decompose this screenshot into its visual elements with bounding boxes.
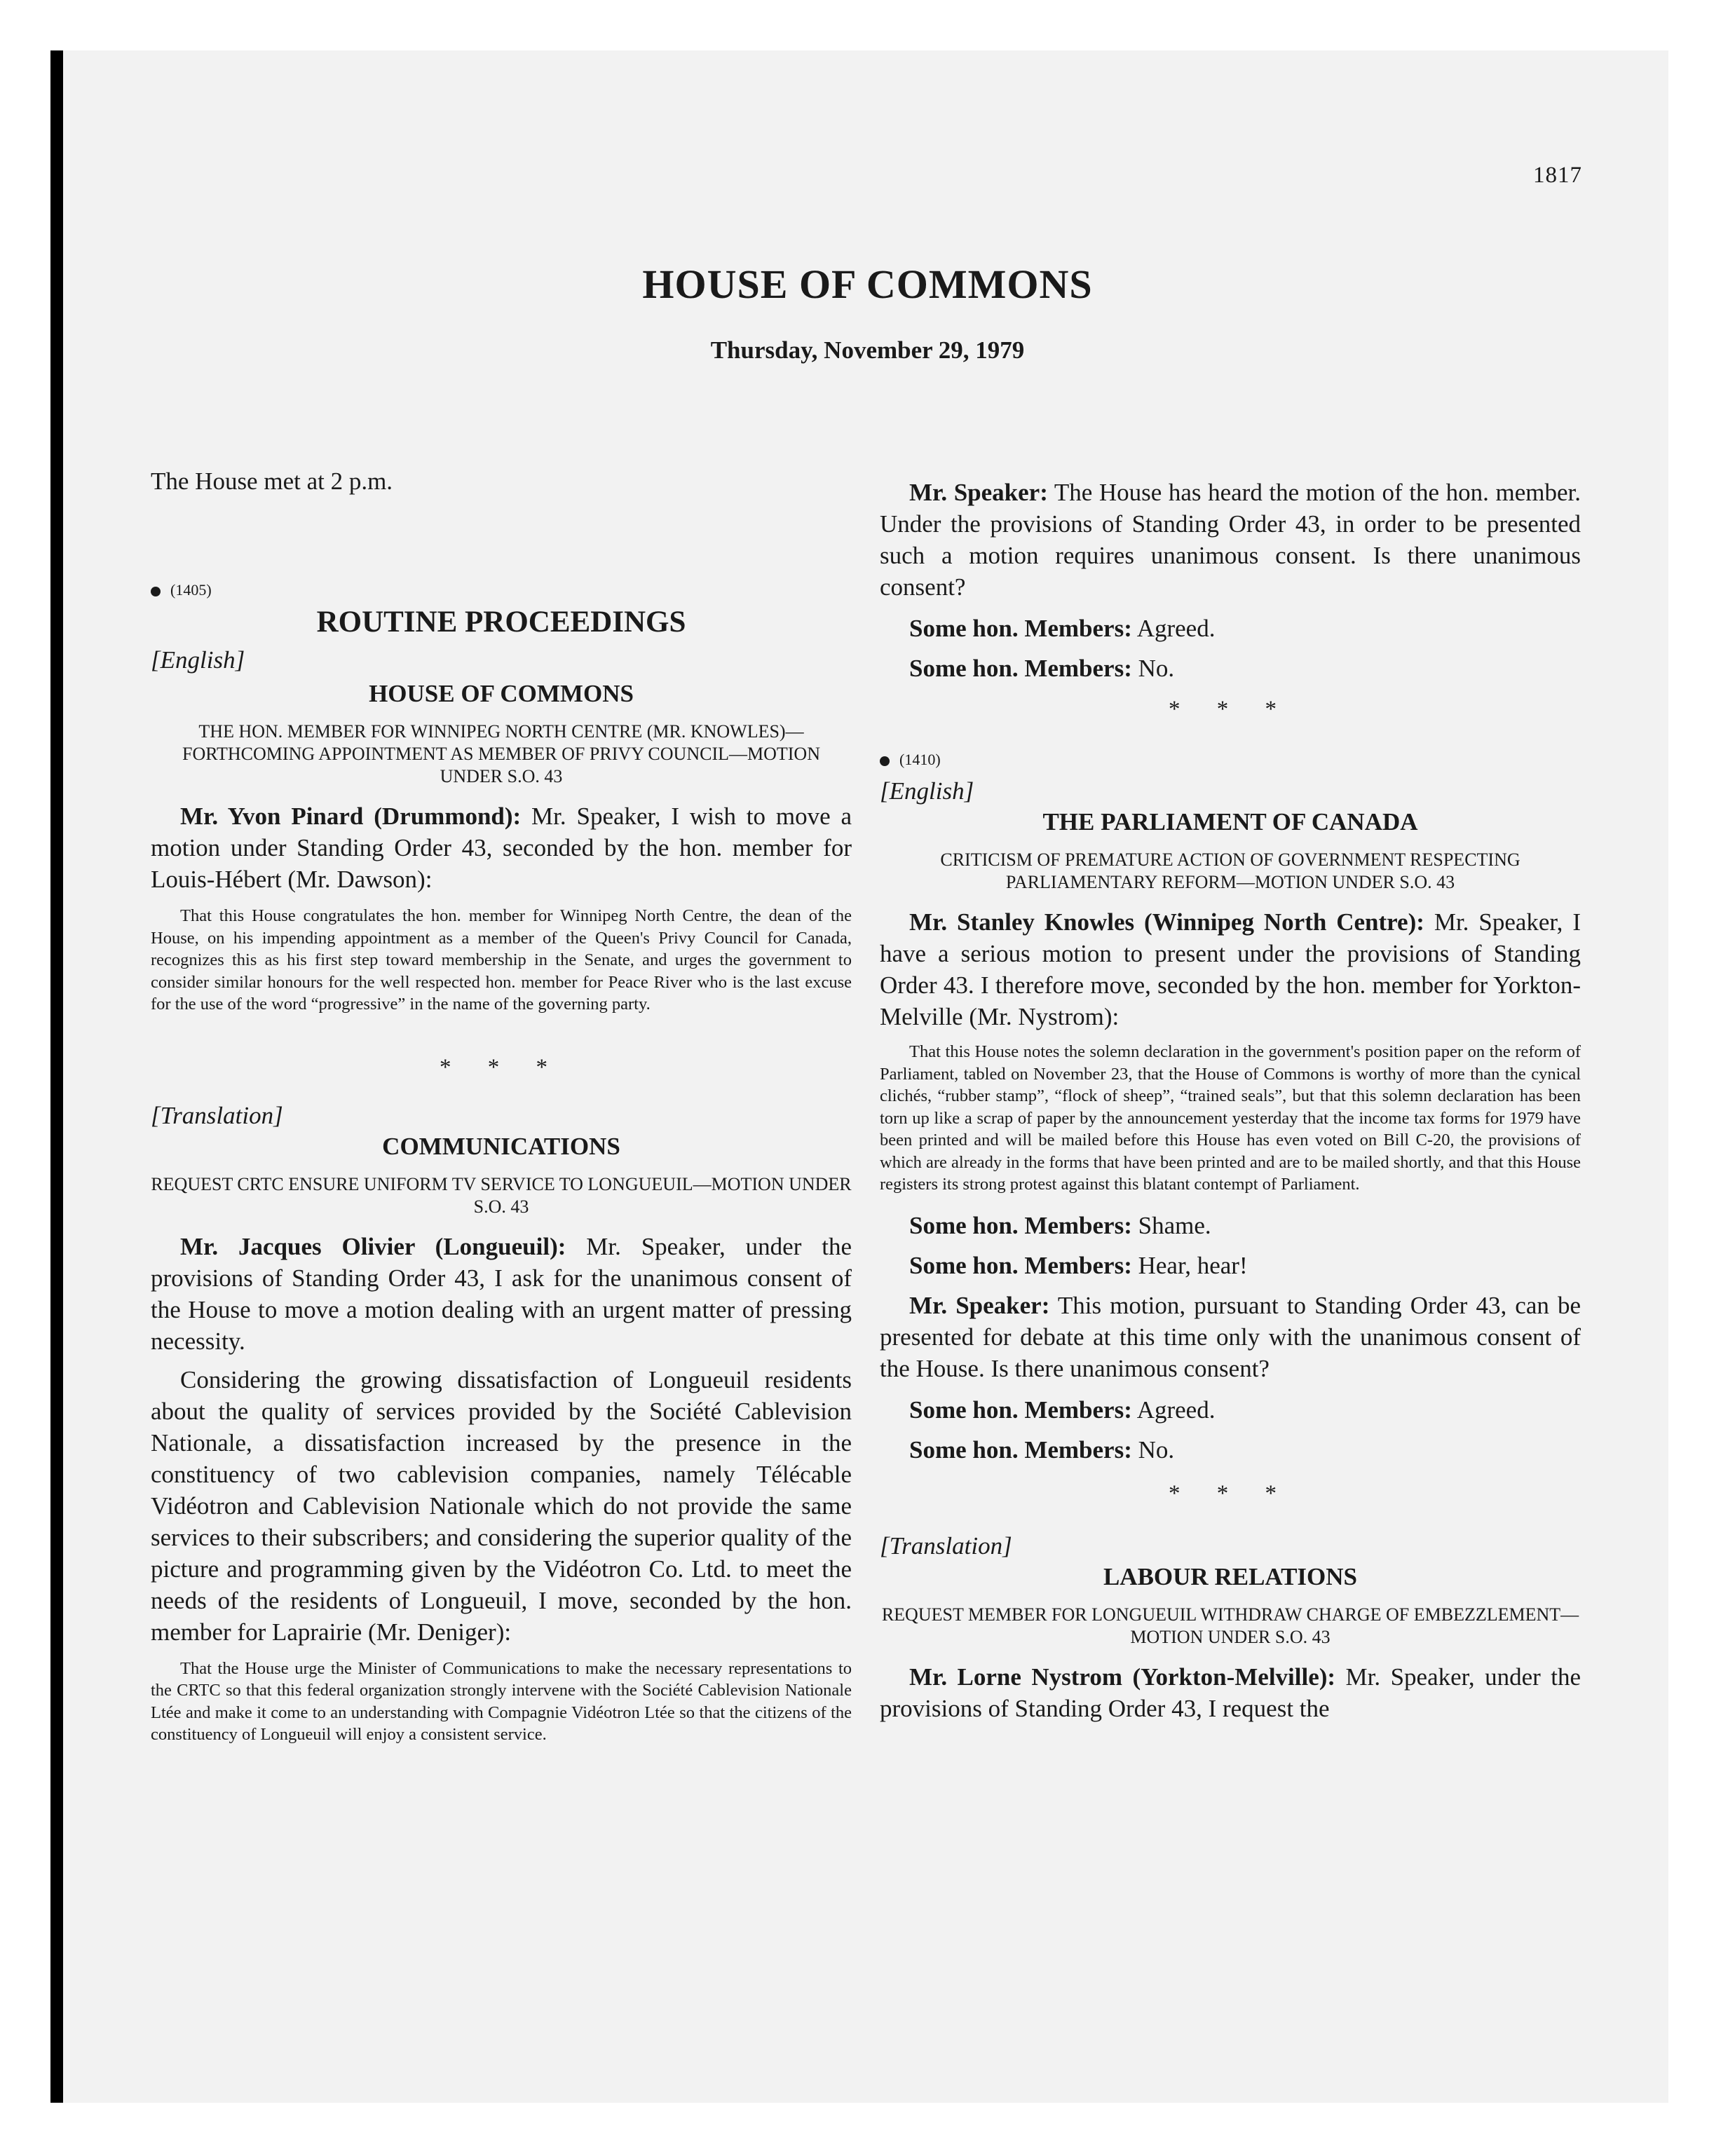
timestamp-1405: (1405) <box>151 581 852 599</box>
section-separator: * * * <box>1169 1480 1292 1506</box>
subject-subheading: CRITICISM OF PREMATURE ACTION OF GOVERNMENT RESPECTING PARLIAMENTARY REFORM—MOTION UNDER S.O. 43 <box>940 850 1520 892</box>
section-separator: * * * <box>440 1054 563 1080</box>
page-number: 1817 <box>1533 163 1582 188</box>
speech-paragraph: Mr. Yvon Pinard (Drummond): Mr. Speaker, I wish to move a motion under Standing Order 43, seconded by the hon. member for Louis-Hébert (Mr. Dawson): <box>151 803 852 893</box>
subject-heading: LABOUR RELATIONS <box>1103 1562 1358 1590</box>
opening-line: The House met at 2 p.m. <box>151 468 393 495</box>
subject-heading: HOUSE OF COMMONS <box>369 680 634 707</box>
speech-paragraph: Mr. Stanley Knowles (Winnipeg North Centre): Mr. Speaker, I have a serious motion to present under the provisions of Standing Order 43. I therefore move, seconded by the hon. member for Yorkton-Melville (Mr. Nystrom): <box>880 908 1581 1030</box>
speaker-name: Mr. Jacques Olivier (Longueuil): <box>180 1232 566 1260</box>
subject-heading: THE PARLIAMENT OF CANADA <box>1042 808 1418 835</box>
speech-paragraph: Considering the growing dissatisfaction of Longueuil residents about the quality of services provided by the Société Cablevision Nationale, a dissatisfaction increased by the presence in the constituency of two cablevision companies, namely Télécable Vidéotron and Cablevision Nationale which do not provide the same services to their subscribers; and considering the superior quality of the picture and programming given by the Vidéotron Co. Ltd. to meet the needs of the residents of Longueuil, I move, seconded by the hon. member for Laprairie (Mr. Deniger): <box>151 1365 852 1646</box>
language-tag: [English] <box>880 777 974 805</box>
bullet-icon <box>880 756 890 766</box>
members-response: Some hon. Members: Shame. <box>909 1211 1211 1239</box>
motion-text: That this House congratulates the hon. member for Winnipeg North Centre, the dean of the House, on his impending appointment as a member of the Queen's Privy Council for Canada, recognizes this as his first step toward membership in the Senate, and urges the government to consider similar honours for the well respected hon. member for Peace River who is the last excuse for the use of the word “progressive” in the name of the governing party. <box>151 906 852 1014</box>
bullet-icon <box>151 587 161 596</box>
left-column <box>151 465 852 1746</box>
subject-heading: COMMUNICATIONS <box>382 1132 620 1160</box>
sitting-date: Thursday, November 29, 1979 <box>710 336 1025 364</box>
speaker-name: Mr. Speaker: <box>909 479 1048 506</box>
language-tag: [English] <box>151 646 245 674</box>
right-column <box>880 477 1581 1724</box>
members-response: Some hon. Members: Agreed. <box>909 615 1216 642</box>
speech-paragraph: Mr. Jacques Olivier (Longueuil): Mr. Speaker, under the provisions of Standing Order 43, I ask for the unanimous consent of the House to move a motion dealing with an urgent matter of pressing necessity. <box>151 1232 852 1355</box>
timestamp-1410: (1410) <box>880 751 1581 769</box>
speech-paragraph: Mr. Speaker: This motion, pursuant to Standing Order 43, can be presented for debate at this time only with the unanimous consent of the House. Is there unanimous consent? <box>880 1291 1581 1382</box>
language-tag: [Translation] <box>880 1531 1012 1560</box>
speech-paragraph: Mr. Speaker: The House has heard the motion of the hon. member. Under the provisions of Standing Order 43, in order to be presented such a motion requires unanimous consent. Is there unanimous consent? <box>880 479 1581 601</box>
section-heading-routine: ROUTINE PROCEEDINGS <box>316 606 686 639</box>
members-response: Some hon. Members: No. <box>909 1435 1175 1464</box>
speech-paragraph: Mr. Lorne Nystrom (Yorkton-Melville): Mr. Speaker, under the provisions of Standing Order 43, I request the <box>880 1663 1581 1722</box>
subject-subheading: REQUEST CRTC ENSURE UNIFORM TV SERVICE TO LONGUEUIL—MOTION UNDER S.O. 43 <box>151 1173 852 1217</box>
members-response: Some hon. Members: Agreed. <box>909 1396 1216 1424</box>
motion-text: That the House urge the Minister of Communications to make the necessary representations to the CRTC so that this federal organization strongly intervene with the Société Cablevision Nationale Ltée and make it come to an understanding with Compagnie Vidéotron Ltée so that the citizens of the constituency of Longueuil will enjoy a consistent service. <box>151 1658 852 1744</box>
members-response: Some hon. Members: Hear, hear! <box>909 1251 1248 1279</box>
speaker-name: Mr. Speaker: <box>909 1291 1050 1319</box>
speaker-name: Mr. Stanley Knowles (Winnipeg North Centre): <box>909 908 1424 936</box>
page-title: HOUSE OF COMMONS <box>642 261 1093 307</box>
subject-subheading: REQUEST MEMBER FOR LONGUEUIL WITHDRAW CHARGE OF EMBEZZLEMENT—MOTION UNDER S.O. 43 <box>881 1604 1579 1647</box>
speaker-name: Mr. Lorne Nystrom (Yorkton-Melville): <box>909 1663 1336 1691</box>
members-response: Some hon. Members: No. <box>909 655 1175 682</box>
language-tag: [Translation] <box>151 1101 283 1129</box>
speaker-name: Mr. Yvon Pinard (Drummond): <box>180 803 522 830</box>
subject-subheading: THE HON. MEMBER FOR WINNIPEG NORTH CENTRE (MR. KNOWLES)—FORTHCOMING APPOINTMENT AS MEMBER OF PRIVY COUNCIL—MOTION UNDER S.O. 43 <box>182 721 820 786</box>
section-separator: * * * <box>1169 697 1292 722</box>
motion-text: That this House notes the solemn declaration in the government's position paper on the reform of Parliament, tabled on November 23, that the House of Commons is worthy of more than the cynical clichés, “rubber stamp”, “flock of sheep”, “trained seals”, but that this solemn declaration has been torn up like a scrap of paper by the announcement yesterday that the income tax forms for 1979 have been printed and will be mailed before this House has even voted on Bill C-20, the provisions of which are already in the forms that have been printed and are to be mailed shortly, and that this House registers its strong protest against this blatant contempt of Parliament. <box>880 1042 1581 1194</box>
